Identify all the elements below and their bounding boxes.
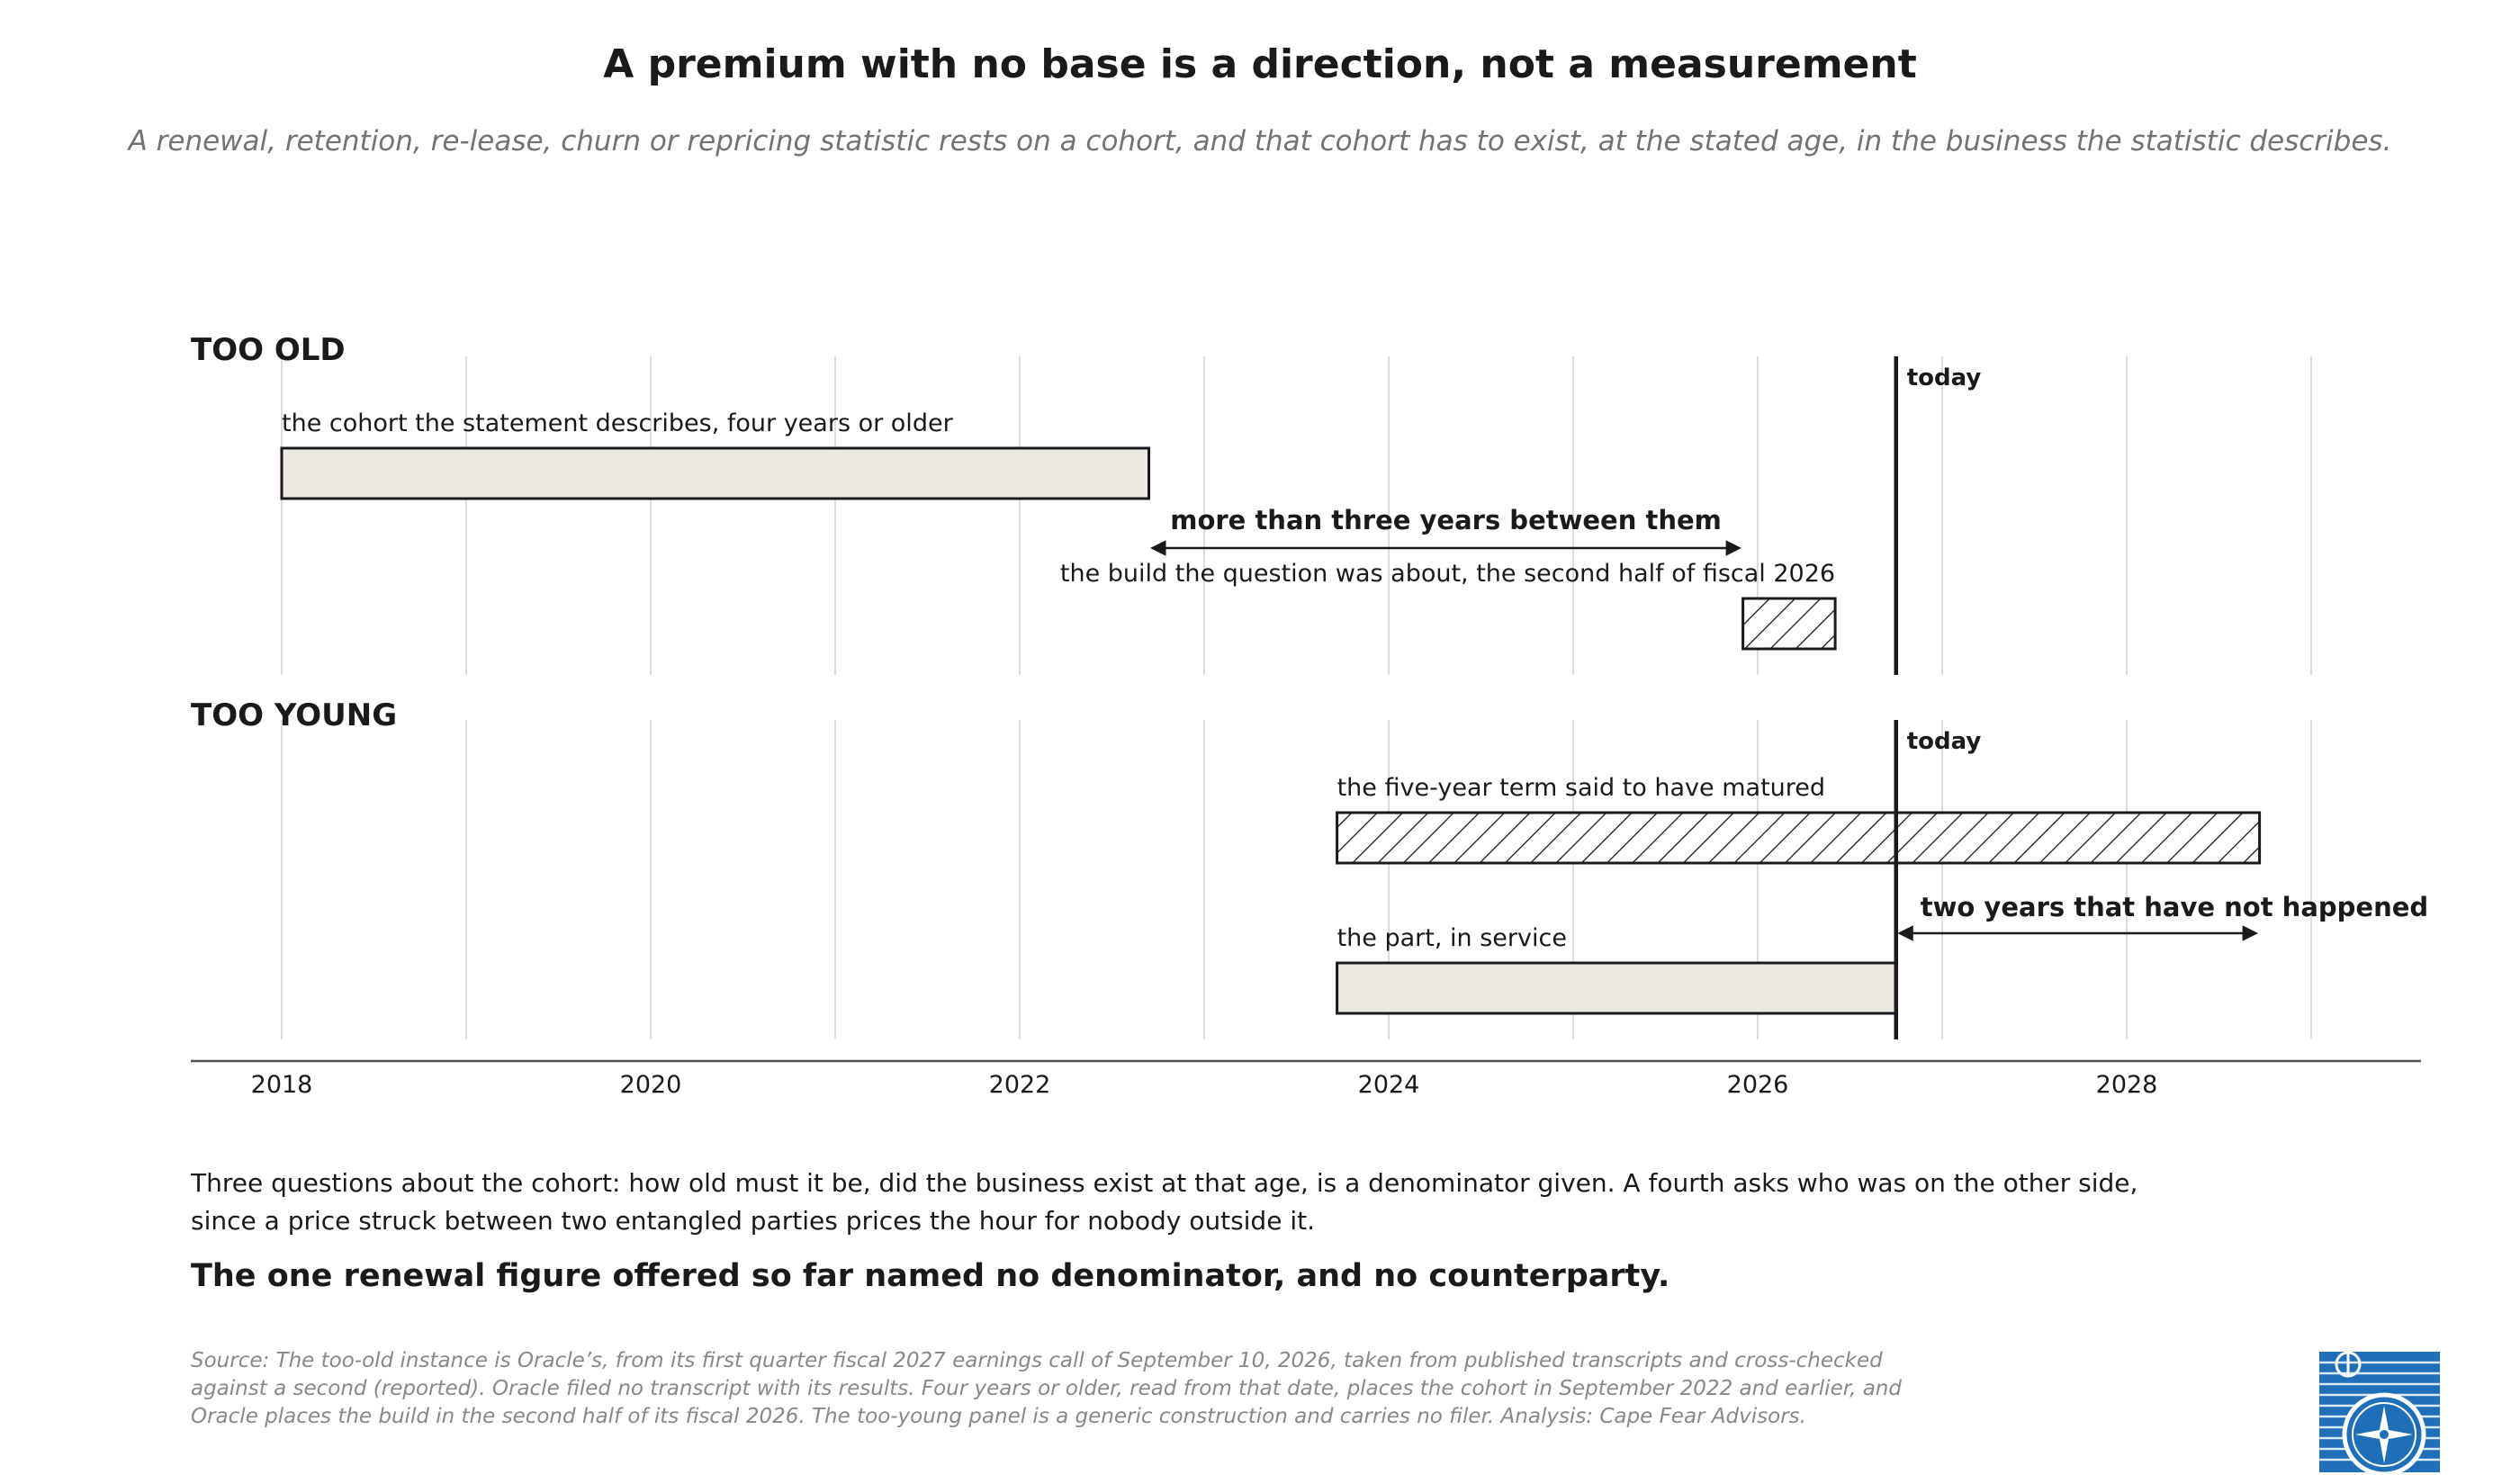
x-tick-label: 2018	[250, 1071, 313, 1099]
timeline-bar	[1337, 813, 2260, 863]
source-line: Oracle places the build in the second half of its fiscal 2026. The too-young panel is a generic construction and carries no filer. Analysis: Cape Fear Advisors.	[191, 1405, 1806, 1428]
x-tick-label: 2024	[1357, 1071, 1420, 1099]
x-tick-label: 2020	[619, 1071, 682, 1099]
source-line: Source: The too-old instance is Oracle’s, from its first quarter fiscal 2027 earnings call of September 10, 2026, taken from published transcripts and cross-checked	[191, 1349, 1883, 1372]
bar-label: the five-year term said to have matured	[1336, 774, 1826, 802]
today-label: today	[1906, 728, 1982, 755]
bar-label: the cohort the statement describes, four years or older	[282, 409, 953, 437]
body-paragraph	[191, 1165, 2261, 1240]
x-tick-label: 2026	[1726, 1071, 1789, 1099]
span-annotation: two years that have not happened	[1920, 892, 2429, 922]
bar-label: the part, in service	[1336, 924, 1567, 952]
chart-subtitle: A renewal, retention, re-lease, churn or repricing statistic rests on a cohort, and that cohort has to exist, at the stated age, in the business the statistic describes.	[128, 125, 2392, 157]
span-annotation: more than three years between them	[1170, 505, 1722, 535]
x-tick-label: 2028	[2095, 1071, 2158, 1099]
chart-title: A premium with no base is a direction, not a measurement	[603, 41, 1917, 87]
source-line: against a second (reported). Oracle filed no transcript with its results. Four years or older, read from that date, places the cohort in September 2022 and earlier, and	[191, 1377, 1902, 1400]
panel-title: TOO YOUNG	[191, 697, 398, 733]
timeline-bar	[1743, 598, 1836, 649]
source-note	[191, 1347, 2027, 1431]
compass-logo-icon	[2319, 1352, 2440, 1472]
conclusion-text: The one renewal figure offered so far named no denominator, and no counterparty.	[191, 1258, 1670, 1294]
timeline-bar	[1337, 963, 1896, 1013]
bar-label: the build the question was about, the second half of fiscal 2026	[1059, 560, 1836, 588]
x-tick-label: 2022	[988, 1071, 1051, 1099]
body-paragraph-line: Three questions about the cohort: how old must it be, did the business exist at that age, is a denominator given. A fourth asks who was on the other side,	[191, 1168, 2138, 1198]
timeline-bar	[282, 448, 1149, 499]
today-label: today	[1906, 364, 1982, 391]
body-paragraph-line: since a price struck between two entangled parties prices the hour for nobody outside it.	[191, 1206, 1315, 1236]
panel-title: TOO OLD	[191, 332, 346, 368]
